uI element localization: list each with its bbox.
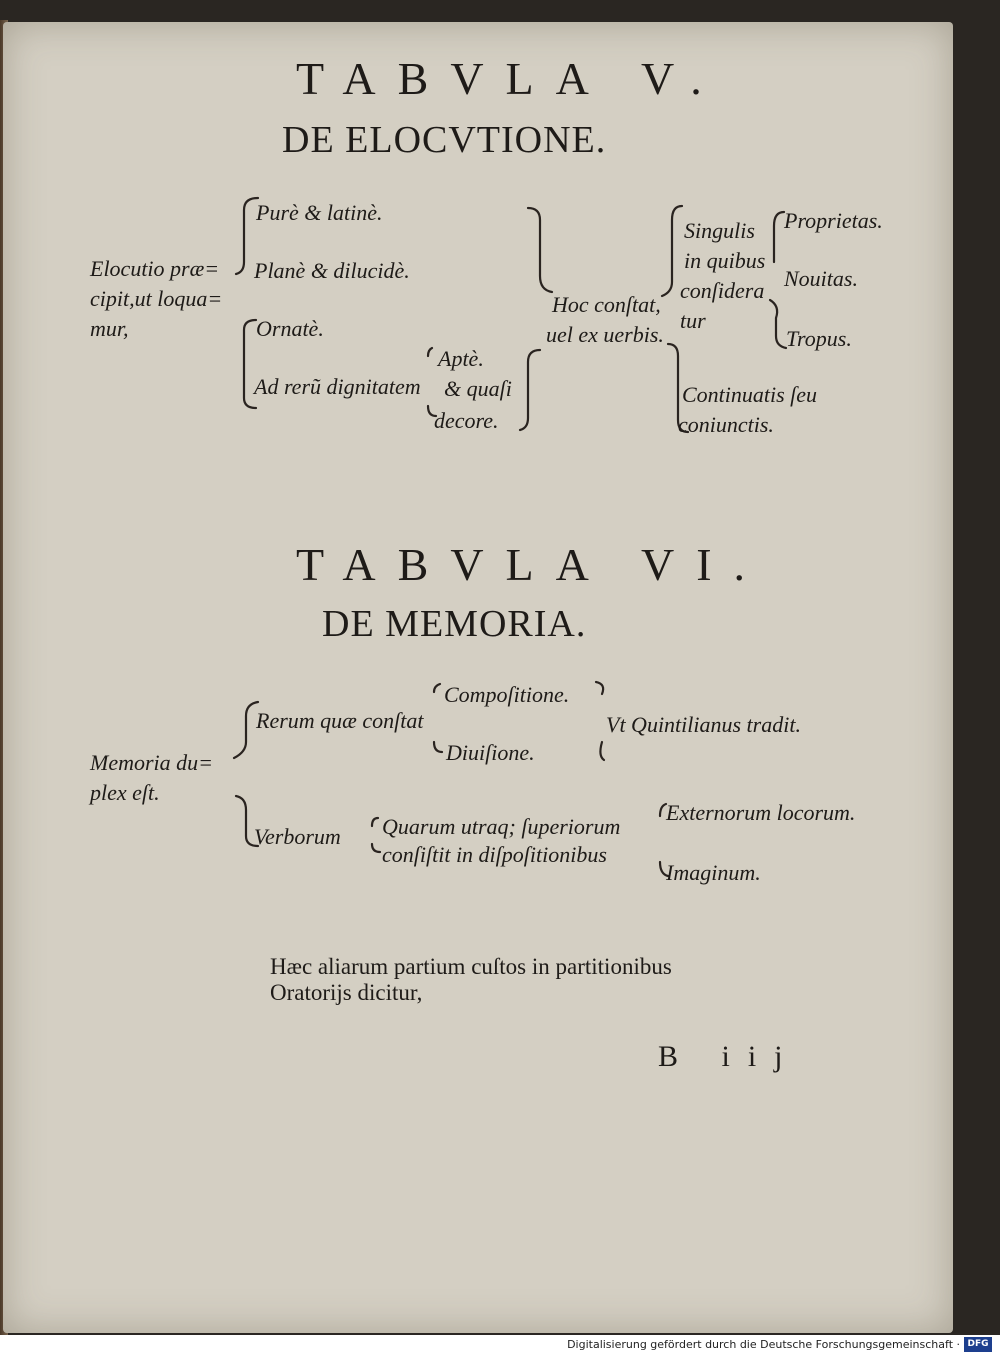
et-quasi: & quaſi <box>444 376 512 401</box>
nouitas: Nouitas. <box>784 266 858 291</box>
singulis-line2: in quibus <box>684 248 766 273</box>
externorum-locorum: Externorum locorum. <box>666 800 856 825</box>
tabula5-subtitle: DE ELOCVTIONE. <box>282 119 607 161</box>
quarum-utraque: Quarum utraq; ſuperiorum <box>382 814 621 839</box>
signature-mark: B iij <box>658 1040 801 1073</box>
hoc-constat: Hoc conſtat, <box>552 292 661 317</box>
tabula6-title: TABVLA VI. <box>296 539 768 590</box>
brace-singulis <box>662 206 682 296</box>
brace-hoc-constat <box>528 208 552 292</box>
consistit: conſiſtit in diſpoſitionibus <box>382 842 607 867</box>
continuatis-line1: Continuatis ſeu <box>682 382 818 407</box>
elocutio-root-line2: cipit,ut loqua= <box>90 286 223 311</box>
brace-apte <box>428 348 436 416</box>
imaginum: Imaginum. <box>666 860 761 885</box>
ornate: Ornatè. <box>256 316 324 341</box>
verborum: Verborum <box>254 824 341 849</box>
ad-rerum-dignitatem: Ad rerũ dignitatem <box>254 374 421 399</box>
decore: decore. <box>434 408 499 433</box>
memoria-root-line2: plex eſt. <box>90 780 160 805</box>
plane-dilucide: Planè & dilucidè. <box>254 258 410 283</box>
singulis-line3: conſidera <box>680 278 765 303</box>
note-line1: Hæc aliarum partium cuſtos in partitionibus <box>270 954 672 979</box>
tropus: Tropus. <box>786 326 852 351</box>
brace-composit <box>434 684 442 752</box>
tabula6-subtitle: DE MEMORIA. <box>322 603 587 645</box>
elocutio-root-line3: mur, <box>90 316 129 341</box>
footer-credit: Digitalisierung gefördert durch die Deutsche Forschungsgemeinschaft · <box>567 1338 960 1351</box>
diuisione: Diuiſione. <box>446 740 535 765</box>
apte: Aptè. <box>438 346 484 371</box>
footer-bar <box>0 1335 1000 1356</box>
proprietas: Proprietas. <box>784 208 883 233</box>
brace-tropus <box>770 300 786 348</box>
ut-quintilianus: Vt Quintilianus tradit. <box>606 712 801 737</box>
brace-quintil <box>596 682 604 760</box>
uel-ex-uerbis: uel ex uerbis. <box>546 322 664 347</box>
brace-decore-right <box>520 350 540 430</box>
elocutio-root-line1: Elocutio præ= <box>90 256 220 281</box>
dfg-logo-icon: DFG <box>964 1337 992 1352</box>
singulis-line4: tur <box>680 308 706 333</box>
rerum-quae-constat: Rerum quæ conſtat <box>256 708 424 733</box>
tabula5-title: TABVLA V. <box>296 53 724 104</box>
singulis-line1: Singulis <box>684 218 755 243</box>
brace-memoria-top <box>234 702 258 758</box>
brace-proprietas <box>774 212 784 262</box>
brace-quarum <box>372 818 380 852</box>
pure-latine: Purè & latinè. <box>256 200 383 225</box>
memoria-root-line1: Memoria du= <box>90 750 213 775</box>
continuatis-line2: coniunctis. <box>678 412 774 437</box>
compositione: Compoſitione. <box>444 682 570 707</box>
note-line2: Oratorijs dicitur, <box>270 980 423 1005</box>
